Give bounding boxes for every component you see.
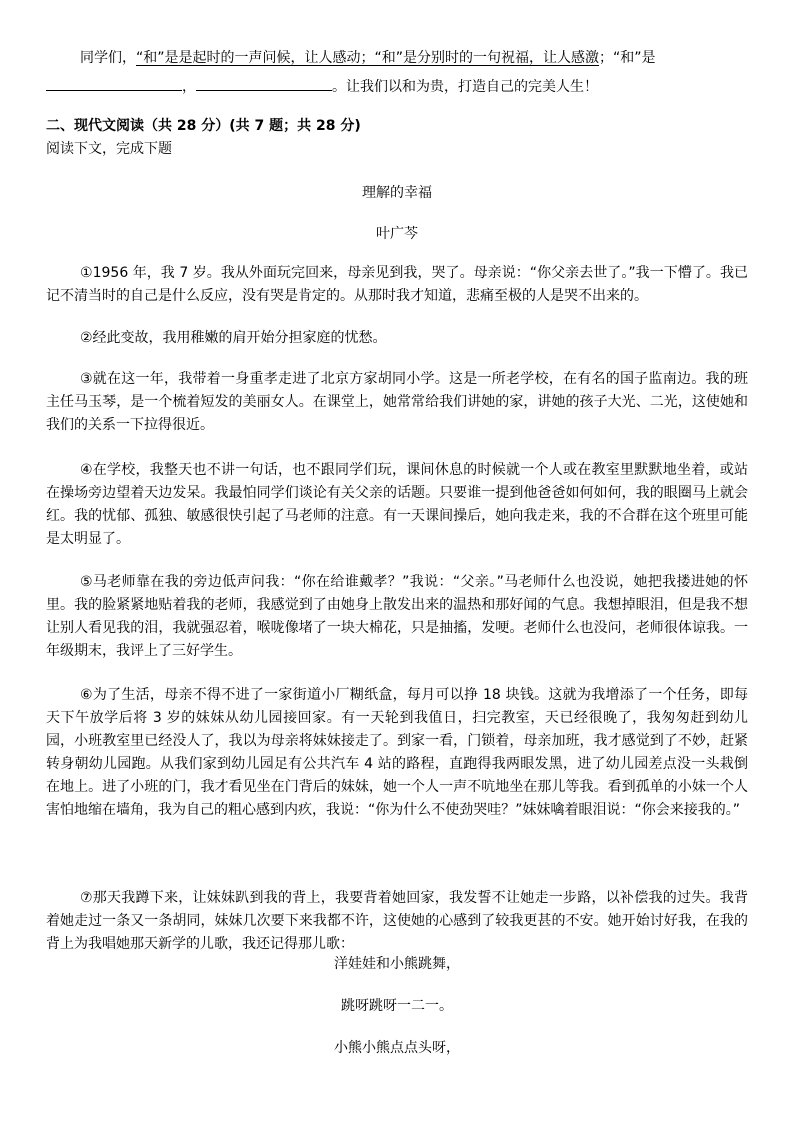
intro-mid: ；“和”是: [599, 50, 656, 66]
instruction: 阅读下文，完成下题: [46, 141, 172, 157]
section-heading: 二、现代文阅读（共 28 分）(共 7 题；共 28 分): [46, 118, 361, 134]
paragraph-1: ①1956 年，我 7 岁。我从外面玩完回来，母亲见到我，哭了。母亲说：“你父亲去世了。”我一下懵了。我已记不清当时的自己是什么反应，没有哭是肯定的。从那时我才知道，悲痛至极的人是哭不出来的。: [46, 265, 748, 304]
song-line-3: 小熊小熊点点头呀，: [334, 1040, 460, 1056]
intro-tail: 。让我们以和为贵，打造自己的完美人生！: [332, 79, 598, 95]
paragraph-2: ②经此变故，我用稚嫩的肩开始分担家庭的忧愁。: [80, 330, 387, 346]
song-line-1: 洋娃娃和小熊跳舞，: [334, 956, 460, 972]
paragraph-4: ④在学校，我整天也不讲一句话，也不跟同学们玩，课间休息的时候就一个人或在教室里默默地坐着，或站在操场旁边望着天边发呆。我最怕同学们谈论有关父亲的话题。只要谁一提到他爸爸如何如何，我的眼圈马上就会红。我的忧郁、孤独、敏感很快引起了马老师的注意。有一天课间操后，她向我走来，我的不合群在这个班里可能是太明显了。: [46, 462, 748, 547]
paragraph-3: ③就在这一年，我带着一身重孝走进了北京方家胡同小学。这是一所老学校，在有名的国子监南边。我的班主任马玉琴，是一个梳着短发的美丽女人。在课堂上，她常常给我们讲她的家，讲她的孩子大光、二光，这使她和我们的关系一下拉得很近。: [46, 371, 748, 433]
intro-phrase-1: “和”是是起时的一声问候，让人感动；: [136, 50, 375, 66]
answer-blank-2[interactable]: [196, 76, 332, 91]
intro-line-1: [80, 48, 748, 68]
paragraph-5: ⑤马老师靠在我的旁边低声问我：“你在给谁戴孝？”我说：“父亲。”马老师什么也没说，她把我搂进她的怀里。我的脸紧紧地贴着我的老师，我感觉到了由她身上散发出来的温热和那好闻的气息。我想掉眼泪，但是我不想让别人看见我的泪，我就强忍着，喉咙像堵了一块大棉花，只是抽搐，发哽。老师什么也没问，老师很体谅我。一年级期末，我评上了三好学生。: [46, 574, 748, 659]
article-title: 理解的幸福: [362, 185, 432, 201]
song-line-2: 跳呀跳呀一二一。: [341, 998, 453, 1014]
answer-blank-1[interactable]: [46, 76, 182, 91]
intro-phrase-2: “和”是分别时的一句祝福，让人感激: [374, 50, 600, 66]
intro-comma: ，: [182, 79, 196, 95]
paragraph-7: ⑦那天我蹲下来，让妹妹趴到我的背上，我要背着她回家，我发誓不让她走一步路，以补偿我的过失。我背着她走过一条又一条胡同，妹妹几次要下来我都不许，这使她的心感到了较我更甚的不安。她开始讨好我，在我的背上为我唱她那天新学的儿歌，我还记得那儿歌：: [46, 890, 748, 952]
intro-line-2: [46, 76, 748, 97]
paragraph-6: ⑥为了生活，母亲不得不进了一家街道小厂糊纸盒，每月可以挣 18 块钱。这就为我增添了一个任务，即每天下午放学后将 3 岁的妹妹从幼儿园接回家。有一天轮到我值日，扫完教室，天已经很晚了，我匆匆赶到幼儿园，小班教室里已经没人了，我以为母亲将妹妹接走了。到家一看，门锁着，母亲加班，我才感觉到了不妙，赶紧转身朝幼儿园跑。从我们家到幼儿园足有公共汽车 4 站的路程，直跑得我两眼发黑，进了幼儿园差点没一头栽倒在地上。进了小班的门，我才看见坐在门背后的妹妹，她一个人一声不吭地坐在那儿等我。看到孤单的小妹一个人害怕地缩在墙角，我为自己的粗心感到内疚，我说：“你为什么不使劲哭哇？”妹妹噙着眼泪说：“你会来接我的。”: [46, 687, 748, 818]
intro-prefix: 同学们，: [80, 50, 136, 66]
article-author: 叶广芩: [376, 226, 418, 242]
